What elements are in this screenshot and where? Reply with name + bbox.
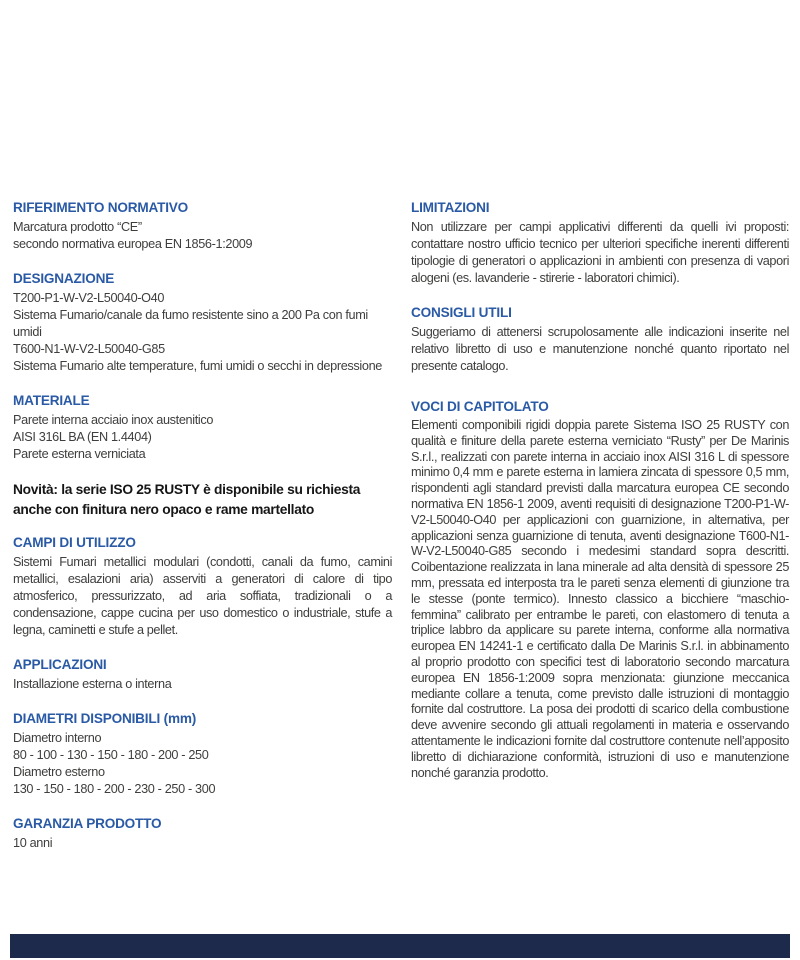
section-paragraph: Suggeriamo di attenersi scrupolosamente alle indicazioni inserite nel relativo libretto di uso e manutenzione nonché quanto riportato nel presente catalogo. (411, 325, 789, 373)
text-line: Sistema Fumario/canale da fumo resistente sino a 200 Pa con fumi umidi (13, 308, 368, 339)
text-line: AISI 316L BA (EN 1.4404) (13, 430, 152, 444)
text-line: Parete esterna verniciata (13, 447, 146, 461)
text-line: Parete interna acciaio inox austenitico (13, 413, 214, 427)
text-line: Diametro esterno (13, 765, 105, 779)
section-campi-di-utilizzo (13, 534, 392, 639)
text-line: secondo normativa europea EN 1856-1:2009 (13, 237, 253, 251)
section-heading: GARANZIA PRODOTTO (13, 816, 162, 831)
diameter-values-internal: 80 - 100 - 130 - 150 - 180 - 200 - 250 (13, 748, 209, 762)
section-heading: RIFERIMENTO NORMATIVO (13, 200, 189, 215)
novita-notice: Novità: la serie ISO 25 RUSTY è disponibile su richiesta anche con finitura nero opaco e rame martellato (13, 482, 361, 517)
section-paragraph: Sistemi Fumari metallici modulari (condotti, canali da fumo, camini metallici, esalazioni aria) asserviti a generatori di calore di tipo atmosferico, pressurizzato, ad aria soffiata, tradizionali o a condensazione, cappe cucina per uso domestico o industriale, stufe a legna, caminetti e stufe a pellet. (13, 555, 392, 637)
section-paragraph: Elementi componibili rigidi doppia parete Sistema ISO 25 RUSTY con qualità e finiture della parete esterna verniciato “Rusty” per De Marinis S.r.l., realizzati con parete interna in acciaio inox AISI 316 L di spessore minimo 0,4 mm e parete esterna in lamiera zincata di spessore 0,5 mm, rispondenti agli standard previsti dalla marcatura europea CE secondo normativa EN 1856-1 2009, aventi requisiti di designazione T200-P1-W-V2-L50040-O40 per applicazioni con guarnizione, in alternativa, per applicazioni senza guarnizione di tenuta, aventi designazione T600-N1-W-V2-L50040-G85 secondo i medesimi standard sopra descritti. Coibentazione realizzata in lana minerale ad alta densità di spessore 25 mm, pressata ed interposta tra le pareti senza elementi di giunzione tra le stesse (ponte termico). Innesto classico a bicchiere “maschio-femmina” calibrato per entrambe le pareti, con elastomero di tenuta a triplice labbro da applicare su parete interna, conforme alla normativa europea EN 14241-1 e certificato dalla De Marinis S.r.l. in abbinamento al proprio prodotto con specifici test di laboratorio secondo marcatura europea EN 1856-1:2009 sopra menzionata: giunzione meccanica mediante collare a tenuta, come previsto dalle istruzioni di montaggio fornite dal costruttore. La posa dei prodotti di scarico della combustione deve avvenire secondo gli attuali regolamenti in materia e osservando attentamente le indicazioni fornite dal costruttore contenute nell’apposito libretto di dichiarazione conformità, istruzioni di uso e manutenzione nonché garanzia prodotto. (411, 418, 789, 780)
section-riferimento-normativo (13, 199, 392, 253)
warranty-value: 10 anni (13, 836, 53, 850)
section-heading: CAMPI DI UTILIZZO (13, 535, 136, 550)
section-heading: DESIGNAZIONE (13, 271, 115, 286)
section-diametri-disponibili (13, 710, 392, 798)
left-column (13, 199, 392, 869)
text-line: Diametro interno (13, 731, 102, 745)
section-designazione (13, 270, 392, 375)
text-line: Marcatura prodotto “CE” (13, 220, 142, 234)
section-heading: VOCI DI CAPITOLATO (411, 399, 549, 414)
section-heading: APPLICAZIONI (13, 657, 107, 672)
section-garanzia-prodotto (13, 815, 392, 852)
section-applicazioni (13, 656, 392, 693)
section-heading: MATERIALE (13, 393, 90, 408)
section-paragraph: Non utilizzare per campi applicativi differenti da quelli ivi proposti: contattare nostro ufficio tecnico per ulteriori specifiche inerenti differenti tipologie di generatori o applicazioni in ambienti con presenza di vapori alogeni (es. lavanderie - stirerie - laboratori chimici). (411, 220, 789, 285)
text-line: Installazione esterna o interna (13, 677, 172, 691)
footer-color-band (10, 934, 790, 958)
right-column (411, 199, 789, 798)
section-heading: LIMITAZIONI (411, 200, 490, 215)
section-voci-di-capitolato (411, 398, 789, 781)
section-materiale (13, 392, 392, 463)
text-line: T200-P1-W-V2-L50040-O40 (13, 291, 165, 305)
section-consigli-utili (411, 304, 789, 375)
text-line: T600-N1-W-V2-L50040-G85 (13, 342, 165, 356)
diameter-values-external: 130 - 150 - 180 - 200 - 230 - 250 - 300 (13, 782, 216, 796)
section-heading: DIAMETRI DISPONIBILI (mm) (13, 711, 197, 726)
text-line: Sistema Fumario alte temperature, fumi umidi o secchi in depressione (13, 359, 382, 373)
section-heading: CONSIGLI UTILI (411, 305, 512, 320)
section-limitazioni (411, 199, 789, 287)
